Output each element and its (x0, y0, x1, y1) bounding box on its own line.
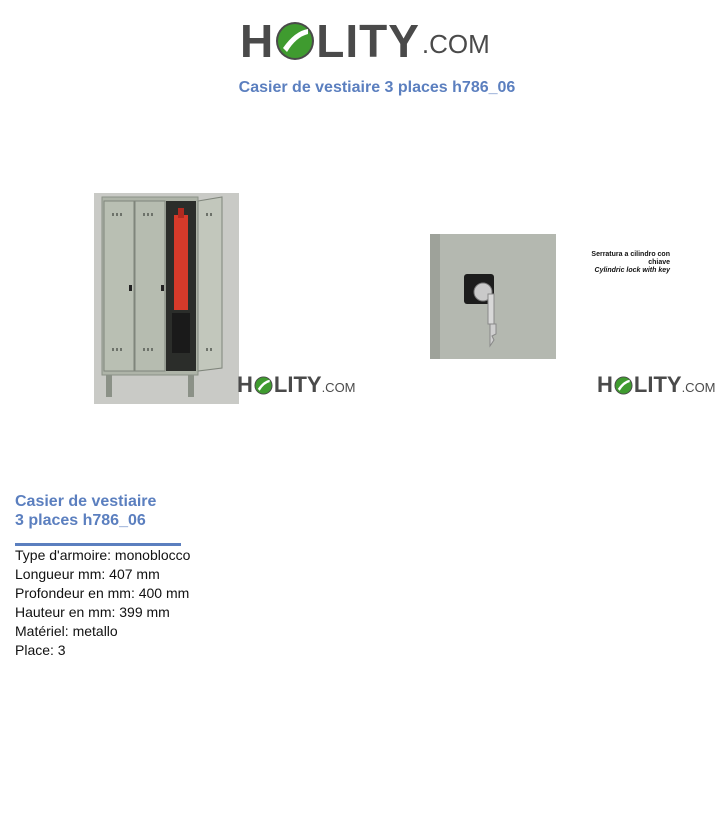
logo-text-right: LITY (633, 372, 682, 397)
spec-item: Longueur mm: 407 mm (15, 566, 160, 582)
spec-item: Hauteur en mm: 399 mm (15, 604, 170, 620)
lock-image (430, 234, 556, 359)
watermark-logo (237, 374, 356, 396)
spec-item: Place: 3 (15, 642, 66, 658)
page-title: Casier de vestiaire 3 places h786_06 (238, 79, 516, 96)
lock-caption-it: Serratura a cilindro con chiave (591, 251, 670, 267)
logo-text-right: LITY (316, 15, 420, 67)
watermark-logo (597, 374, 716, 396)
cabinet-image (94, 193, 239, 404)
logo-suffix: .COM (681, 380, 716, 395)
logo-text-left: H (240, 15, 275, 67)
spec-item: Profondeur en mm: 400 mm (15, 585, 190, 601)
spec-item: Matériel: metallo (15, 623, 118, 639)
logo-o-icon (275, 21, 315, 61)
logo-o-icon (614, 376, 633, 395)
logo-text-left: H (597, 372, 613, 397)
logo-suffix: .COM (421, 29, 490, 59)
product-heading-line2: 3 places h786_06 (15, 512, 146, 529)
lock-caption (590, 251, 670, 275)
spec-item: Type d'armoire: monoblocco (15, 547, 191, 563)
logo-suffix: .COM (321, 380, 356, 395)
product-heading (15, 492, 156, 530)
product-heading-line1: Casier de vestiaire (15, 493, 157, 510)
logo-text-right: LITY (273, 372, 322, 397)
logo-o-icon (254, 376, 273, 395)
brand-logo[interactable] (240, 12, 490, 67)
spec-list (15, 546, 190, 660)
lock-caption-en: Cylindric lock with key (594, 267, 670, 275)
logo-text-left: H (237, 372, 253, 397)
